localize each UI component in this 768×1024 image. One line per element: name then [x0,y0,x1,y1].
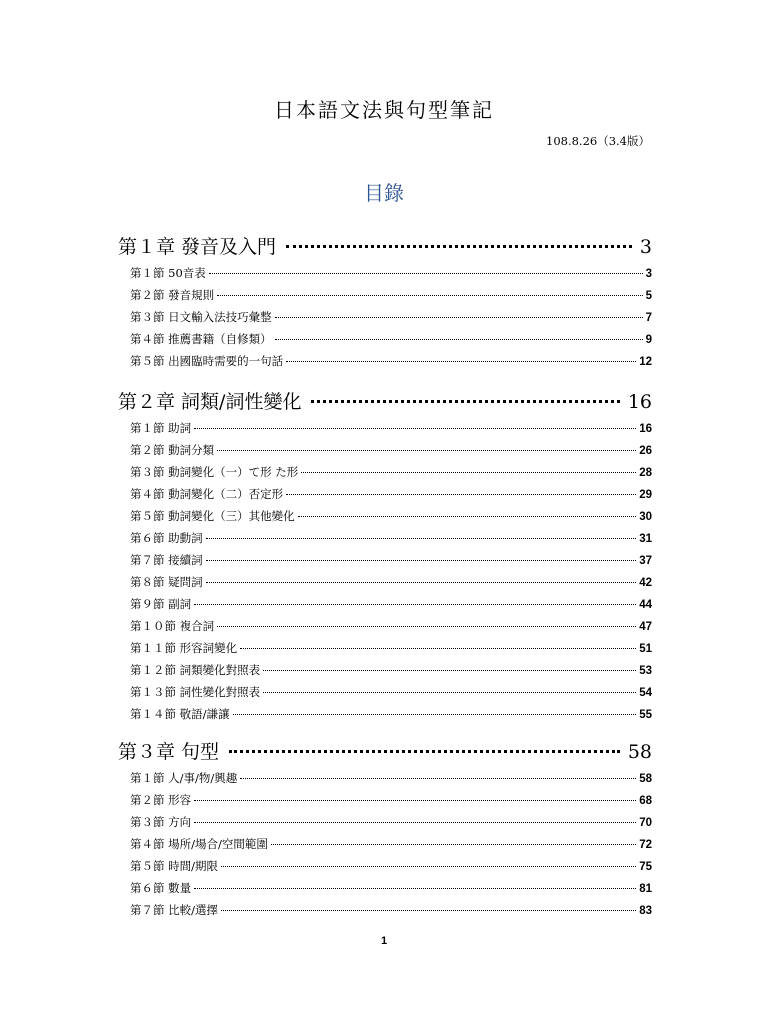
dot-leader [240,777,636,779]
dot-leader [233,713,637,715]
toc-section-entry[interactable] [130,684,652,702]
toc-section-entry-page: 58 [639,773,652,785]
toc-section-entry[interactable] [130,706,652,724]
toc-section-entry-title: 第９節 副詞 [130,597,192,611]
toc-section-entry[interactable] [130,420,652,438]
toc-section-entry-title: 第２節 發音規則 [130,288,215,302]
toc-section-entry-page: 47 [639,621,652,633]
toc-section-entry-page: 26 [639,445,652,457]
dot-leader [275,338,643,340]
toc-section-entry[interactable] [130,902,652,920]
dot-leader [206,537,637,539]
toc-heading: 目錄 [364,181,404,205]
dot-leader [229,749,620,753]
dot-leader [286,244,632,248]
toc-section-entry[interactable] [130,640,652,658]
toc-section-entry[interactable] [130,464,652,482]
toc-section-entry-title: 第６節 助動詞 [130,531,203,545]
toc-section-entry-title: 第５節 動詞變化（三）其他變化 [130,509,295,523]
dot-leader [194,821,636,823]
toc-section-entry-title: 第１０節 複合詞 [130,619,215,633]
toc-section-entry-title: 第１４節 敬語/謙讓 [130,707,230,721]
toc-section-entry-page: 54 [639,687,652,699]
toc-section-entry[interactable] [130,265,652,283]
toc-section-entry-title: 第３節 日文輸入法技巧彙整 [130,310,272,324]
dot-leader [311,399,619,403]
toc-section-entry-title: 第２節 形容 [130,793,192,807]
toc-section-entry[interactable] [130,880,652,898]
dot-leader [194,427,636,429]
toc-section-entry[interactable] [130,618,652,636]
dot-leader [301,471,636,473]
dot-leader [286,360,636,362]
toc-section-entry-page: 28 [639,467,652,479]
toc-section-entry-page: 55 [639,709,652,721]
dot-leader [240,647,636,649]
toc-section-entry-page: 3 [645,268,652,280]
toc-section-entry[interactable] [130,836,652,854]
toc-section-entry-page: 16 [639,423,652,435]
dot-leader [271,843,636,845]
dot-leader [194,887,636,889]
toc-section-entry-title: 第５節 時間/期限 [130,859,219,873]
dot-leader [206,581,637,583]
toc-section-entry[interactable] [130,486,652,504]
toc-section-entry-title: 第１節 助詞 [130,421,192,435]
toc-chapter-entry[interactable] [118,232,652,258]
toc-section-entry[interactable] [130,662,652,680]
toc-section-entry-title: 第２節 動詞分類 [130,443,215,457]
toc-section-entry-title: 第１２節 詞類變化對照表 [130,663,261,677]
toc-section-entry-title: 第３節 方向 [130,815,192,829]
toc-section-entry-page: 12 [639,356,652,368]
toc-chapter-entry-page: 58 [627,741,652,763]
toc-section-entry-page: 37 [639,555,652,567]
dot-leader [209,272,643,274]
toc-section-entry-title: 第１節 50音表 [130,266,206,280]
dot-leader [221,865,636,867]
toc-section-entry-page: 9 [645,334,652,346]
toc-section-entry[interactable] [130,309,652,327]
toc-section-entry[interactable] [130,331,652,349]
toc-section-entry[interactable] [130,770,652,788]
toc-section-entry-page: 5 [645,290,652,302]
dot-leader [206,559,637,561]
toc-section-entry[interactable] [130,530,652,548]
toc-section-entry-page: 68 [639,795,652,807]
toc-chapter-entry-title: 第１章 發音及入門 [118,236,277,258]
dot-leader [217,294,642,296]
toc-section-entry-title: 第６節 數量 [130,881,192,895]
toc-section-entry-page: 30 [639,511,652,523]
toc-section-entry[interactable] [130,552,652,570]
toc-section-entry-page: 31 [639,533,652,545]
toc-section-entry[interactable] [130,508,652,526]
toc-section-entry[interactable] [130,574,652,592]
toc-section-entry-page: 75 [639,861,652,873]
dot-leader [298,515,637,517]
toc-section-entry-page: 51 [639,643,652,655]
toc-section-entry-page: 83 [639,905,652,917]
toc-chapter-entry-page: 3 [639,236,652,258]
toc-section-entry-title: 第４節 推薦書籍（自修類） [130,332,272,346]
version-label: 108.8.26（3.4版） [546,134,650,148]
dot-leader [275,316,643,318]
dot-leader [217,449,636,451]
toc-section-entry[interactable] [130,814,652,832]
toc-section-entry-title: 第１１節 形容詞變化 [130,641,238,655]
page-number: 1 [380,935,388,947]
toc-section-entry[interactable] [130,287,652,305]
toc-section-entry-page: 29 [639,489,652,501]
dot-leader [263,669,636,671]
toc-section-entry-title: 第８節 疑問詞 [130,575,203,589]
toc-chapter-entry[interactable] [118,737,652,763]
dot-leader [194,603,636,605]
toc-section-entry-page: 70 [639,817,652,829]
dot-leader [263,691,636,693]
toc-section-entry-page: 42 [639,577,652,589]
toc-section-entry-title: 第１３節 詞性變化對照表 [130,685,261,699]
dot-leader [194,799,636,801]
toc-section-entry[interactable] [130,792,652,810]
toc-chapter-entry-title: 第２章 詞類/詞性變化 [118,391,302,413]
dot-leader [286,493,636,495]
dot-leader [217,625,636,627]
toc-section-entry-title: 第３節 動詞變化（一）て形 た形 [130,465,299,479]
toc-section-entry-title: 第７節 接續詞 [130,553,203,567]
toc-section-entry-title: 第７節 比較/選擇 [130,903,219,917]
toc-section-entry-page: 7 [645,312,652,324]
toc-chapter-entry-title: 第３章 句型 [118,741,220,763]
toc-section-entry[interactable] [130,858,652,876]
toc-chapter-entry-page: 16 [627,391,652,413]
toc-section-entry-title: 第４節 動詞變化（二）否定形 [130,487,284,501]
toc-section-entry[interactable] [130,596,652,614]
toc-section-entry-page: 72 [639,839,652,851]
toc-section-entry-page: 44 [639,599,652,611]
toc-section-entry-title: 第１節 人/事/物/興趣 [130,771,238,785]
toc-section-entry[interactable] [130,442,652,460]
dot-leader [221,909,636,911]
toc-section-entry[interactable] [130,353,652,371]
toc-chapter-entry[interactable] [118,387,652,413]
toc-section-entry-title: 第５節 出國臨時需要的一句話 [130,354,284,368]
toc-section-entry-page: 81 [639,883,652,895]
document-title: 日本語文法與句型筆記 [274,98,494,122]
toc-section-entry-title: 第４節 場所/場合/空間範圍 [130,837,268,851]
toc-section-entry-page: 53 [639,665,652,677]
